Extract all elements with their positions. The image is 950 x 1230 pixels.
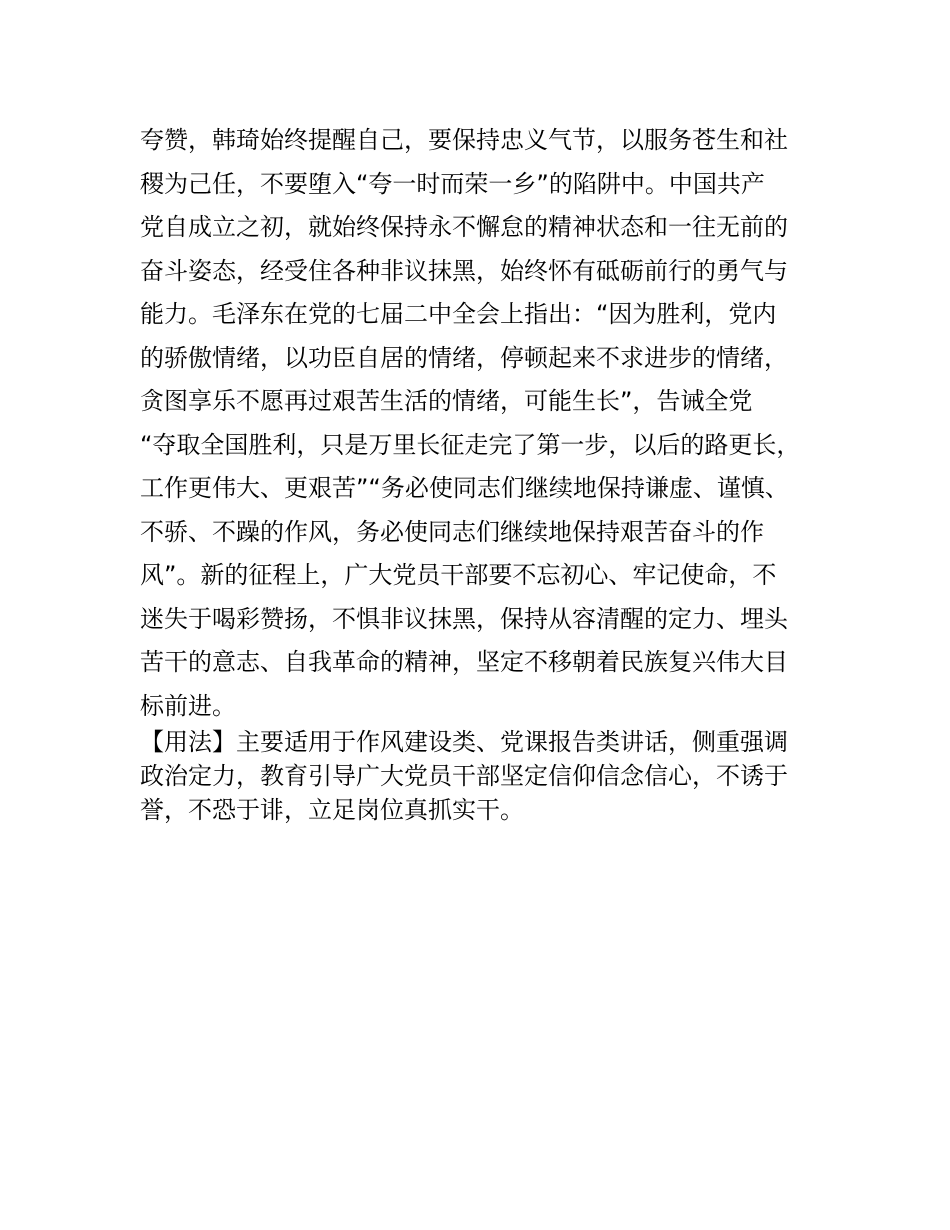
body-line: 不骄、不躁的作风，务必使同志们继续地保持艰苦奋斗的作 — [140, 517, 764, 546]
body-line: 能力。毛泽东在党的七届二中全会上指出：“因为胜利，党内 — [140, 300, 777, 328]
body-line: 奋斗姿态，经受住各种非议抹黑，始终怀有砥砺前行的勇气与 — [140, 256, 788, 285]
body-line: 迷失于喝彩赞扬，不惧非议抹黑，保持从容清醒的定力、埋头 — [140, 604, 788, 633]
body-line: 工作更伟大、更艰苦”“务必使同志们继续地保持谦虚、谨慎、 — [140, 474, 789, 502]
usage-line: 誉，不恐于诽，立足岗位真抓实干。 — [140, 796, 524, 824]
body-line: 夸赞，韩琦始终提醒自己，要保持忠义气节，以服务苍生和社 — [140, 126, 788, 154]
body-line: 苦干的意志、自我革命的精神，坚定不移朝着民族复兴伟大目 — [140, 648, 788, 676]
body-line: 贪图享乐不愿再过艰苦生活的情绪，可能生长”，告诫全党 — [140, 387, 753, 415]
body-line: 风”。新的征程上，广大党员干部要不忘初心、牢记使命，不 — [140, 561, 777, 589]
usage-line: 政治定力，教育引导广大党员干部坚定信仰信念信心，不诱于 — [140, 762, 788, 790]
body-line: 稷为己任，不要堕入“夸一时而荣一乡”的陷阱中。中国共产 — [140, 169, 765, 198]
usage-line: 【用法】主要适用于作风建设类、党课报告类讲话，侧重强调 — [140, 728, 788, 756]
usage-paragraph — [140, 725, 840, 827]
body-paragraph — [140, 119, 840, 728]
body-line: “夺取全国胜利，只是万里长征走完了第一步，以后的路更长， — [140, 430, 801, 459]
body-line: 标前进。 — [140, 691, 236, 720]
body-line: 的骄傲情绪，以功臣自居的情绪，停顿起来不求进步的情绪， — [140, 343, 788, 372]
body-line: 党自成立之初，就始终保持永不懈怠的精神状态和一往无前的 — [140, 213, 788, 241]
